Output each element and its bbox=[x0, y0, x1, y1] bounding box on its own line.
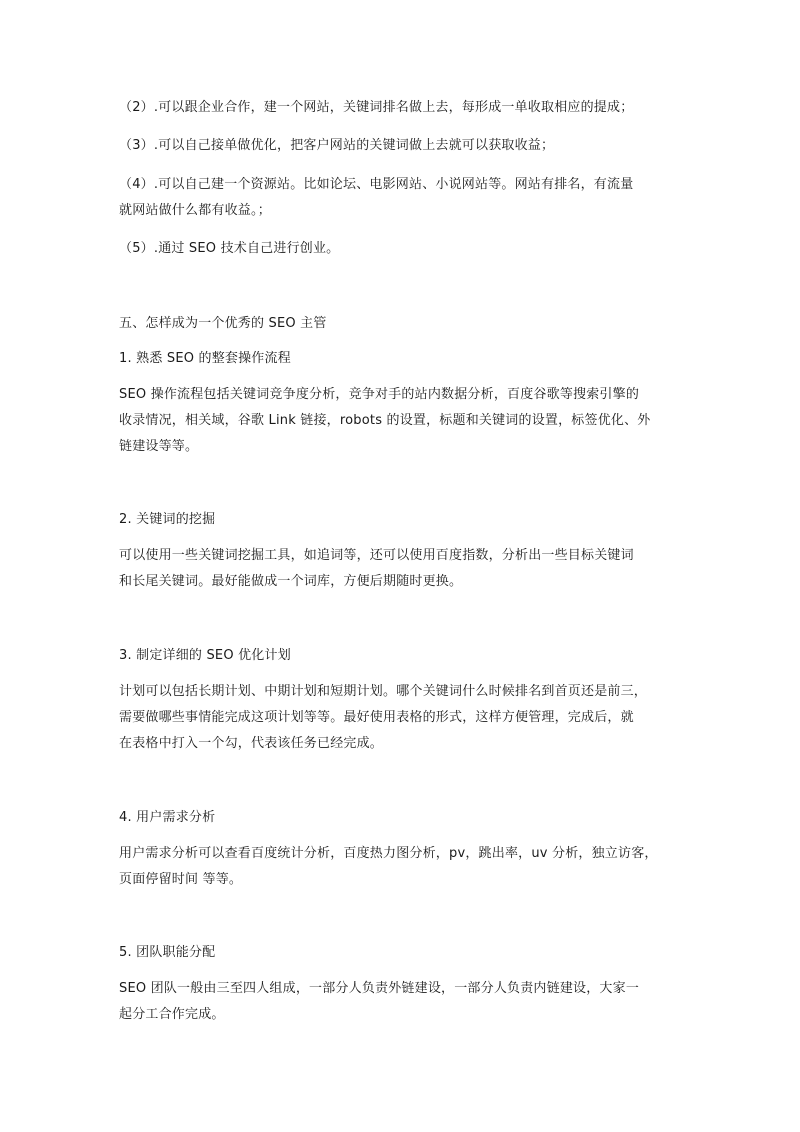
item-body-5 bbox=[119, 976, 699, 1028]
item-body-4 bbox=[119, 841, 699, 893]
body-line: SEO 操作流程包括关键词竞争度分析，竞争对手的站内数据分析，百度谷歌等搜索引擎的 bbox=[119, 387, 640, 402]
item-body-1 bbox=[119, 382, 699, 460]
list-item-text: （5）.通过 SEO 技术自己进行创业。 bbox=[119, 241, 340, 256]
body-line: 可以使用一些关键词挖掘工具，如追词等，还可以使用百度指数，分析出一些目标关键词 bbox=[119, 548, 634, 563]
item-heading-2: 2. 关键词的挖掘 bbox=[119, 512, 216, 527]
list-item-4 bbox=[119, 172, 699, 224]
body-line: 收录情况，相关域，谷歌 Link 链接，robots 的设置，标题和关键词的设置，标签优化、外 bbox=[119, 413, 651, 428]
list-item-text: （3）.可以自己接单做优化，把客户网站的关键词做上去就可以获取收益； bbox=[119, 138, 555, 153]
body-line: 页面停留时间 等等。 bbox=[119, 872, 243, 887]
body-line: 在表格中打入一个勾，代表该任务已经完成。 bbox=[119, 736, 384, 751]
item-heading-4: 4. 用户需求分析 bbox=[119, 810, 216, 825]
item-heading-1: 1. 熟悉 SEO 的整套操作流程 bbox=[119, 351, 291, 366]
list-item-text-line: （4）.可以自己建一个资源站。比如论坛、电影网站、小说网站等。网站有排名，有流量 bbox=[119, 177, 634, 192]
body-line: 需要做哪些事情能完成这项计划等等。最好使用表格的形式，这样方便管理，完成后，就 bbox=[119, 710, 634, 725]
item-body-3 bbox=[119, 679, 699, 757]
body-line: 计划可以包括长期计划、中期计划和短期计划。哪个关键词什么时候排名到首页还是前三， bbox=[119, 684, 648, 699]
list-item-text-line: 就网站做什么都有收益。； bbox=[119, 203, 271, 218]
body-line: 和长尾关键词。最好能做成一个词库，方便后期随时更换。 bbox=[119, 574, 463, 589]
item-heading-5: 5. 团队职能分配 bbox=[119, 945, 216, 960]
list-item-2 bbox=[119, 95, 699, 121]
body-line: SEO 团队一般由三至四人组成，一部分人负责外链建设，一部分人负责内链建设，大家一 bbox=[119, 981, 640, 996]
body-line: 起分工合作完成。 bbox=[119, 1007, 225, 1022]
list-item-text: （2）.可以跟企业合作，建一个网站，关键词排名做上去，每形成一单收取相应的提成； bbox=[119, 100, 634, 115]
body-line: 链建设等等。 bbox=[119, 439, 199, 454]
list-item-3 bbox=[119, 133, 699, 159]
section-title: 五、怎样成为一个优秀的 SEO 主管 bbox=[119, 316, 327, 331]
item-heading-3: 3. 制定详细的 SEO 优化计划 bbox=[119, 648, 291, 663]
item-body-2 bbox=[119, 543, 699, 595]
body-line: 用户需求分析可以查看百度统计分析，百度热力图分析，pv，跳出率，uv 分析，独立访客， bbox=[119, 846, 658, 861]
list-item-5 bbox=[119, 236, 699, 262]
